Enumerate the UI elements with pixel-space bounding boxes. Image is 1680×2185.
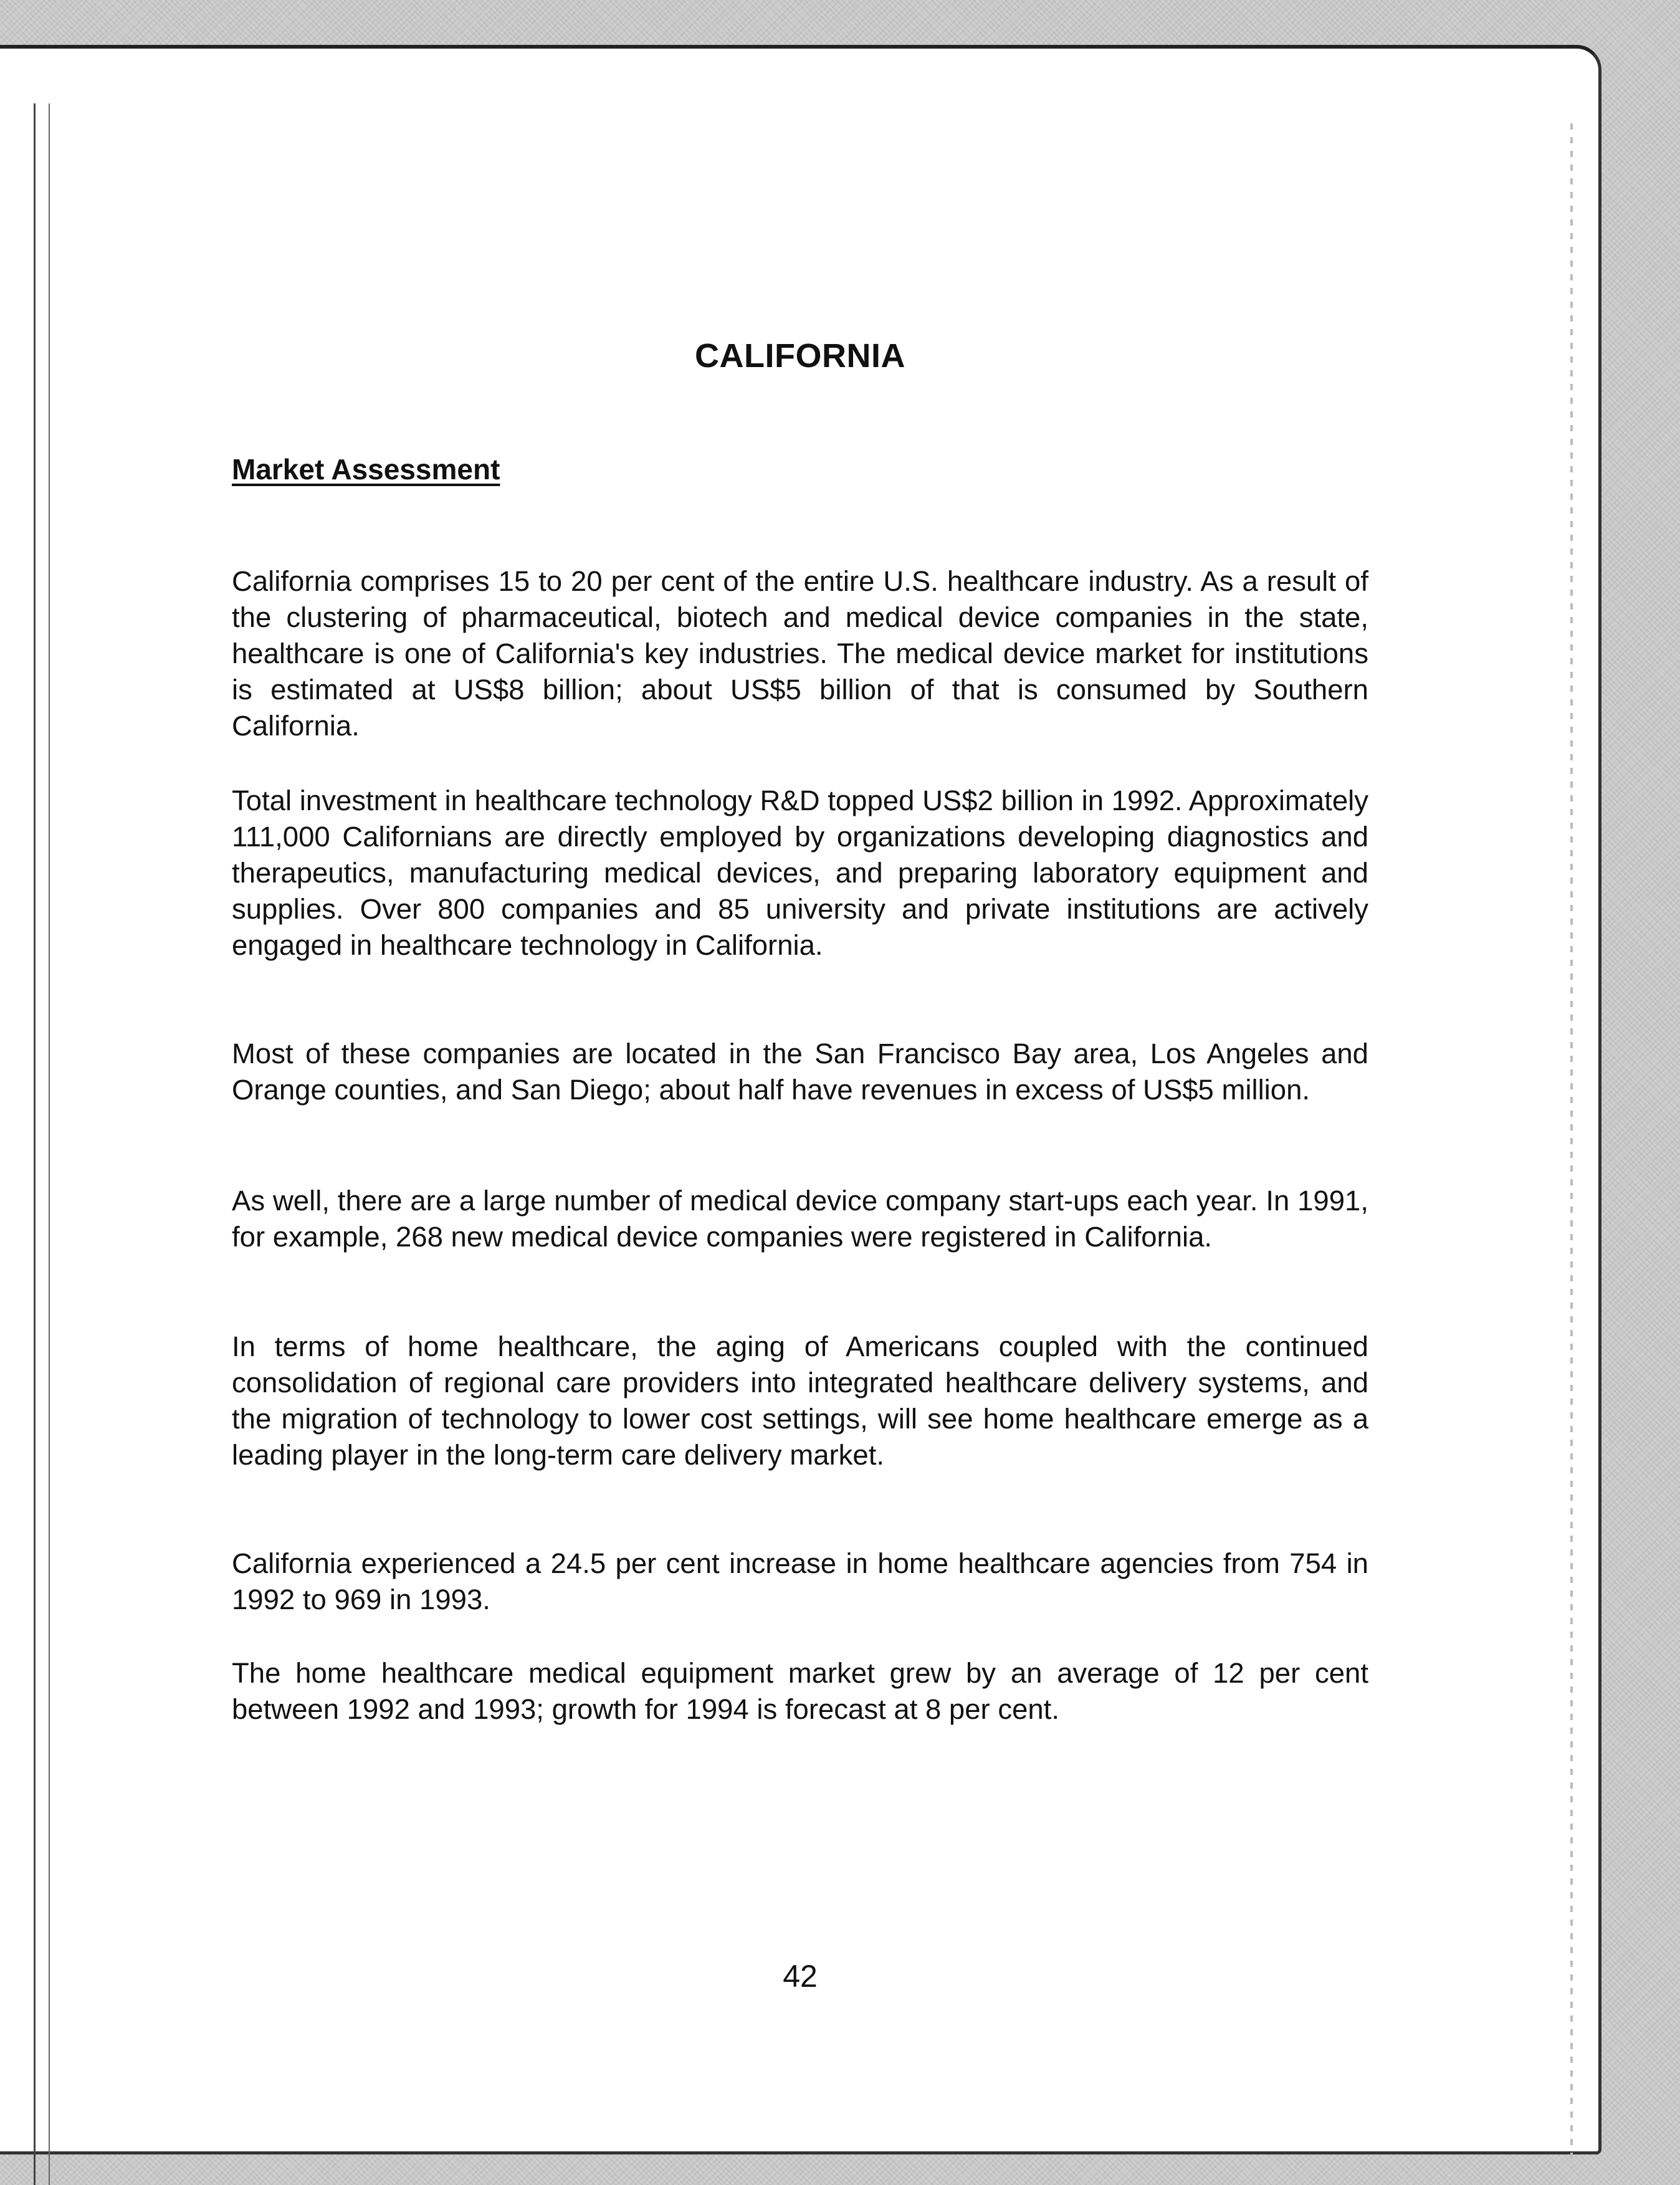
section-heading: Market Assessment bbox=[232, 453, 500, 485]
paragraph-start-ups: As well, there are a large number of medical device company start-ups each year. In 1991, for example, 268 new medical device companies were registered in California. bbox=[232, 1185, 1368, 1253]
page-edge-marks bbox=[1570, 123, 1573, 2168]
paragraph-equipment-market: The home healthcare medical equipment market grew by an average of 12 per cent between 1992 and 1993; growth for 1994 is forecast at 8 per cent. bbox=[232, 1657, 1368, 1725]
paragraph-locations: Most of these companies are located in the San Francisco Bay area, Los Angeles and Orange counties, and San Diego; about half have revenues in excess of US$5 million. bbox=[232, 1038, 1368, 1106]
paragraph-investment: Total investment in healthcare technology R&D topped US$2 billion in 1992. Approximately 111,000 Californians are directly employed by organizations developing diagnostics and therapeutics, manufacturing medical devices, and preparing laboratory equipment and supplies. Over 800 companies and 85 university and private institutions are actively engaged in healthcare technology in California. bbox=[232, 785, 1368, 961]
page-number: 42 bbox=[783, 1959, 818, 1994]
paragraph-market-share: California comprises 15 to 20 per cent of the entire U.S. healthcare industry. As a result of the clustering of pharmaceutical, biotech and medical device companies in the state, healthcare is one of California's key industries. The medical device market for institutions is estimated at US$8 billion; about US$5 billion of that is consumed by Southern California. bbox=[232, 565, 1368, 742]
binder-spine bbox=[34, 103, 50, 2185]
page-title: CALIFORNIA bbox=[695, 337, 905, 375]
paragraph-agencies: California experienced a 24.5 per cent increase in home healthcare agencies from 754 in 1992 to 969 in 1993. bbox=[232, 1547, 1368, 1615]
document-page bbox=[0, 45, 1601, 2154]
paragraph-home-healthcare: In terms of home healthcare, the aging of Americans coupled with the continued consolidation of regional care providers into integrated healthcare delivery systems, and the migration of technology to lower cost settings, will see home healthcare emerge as a leading player in the long-term care delivery market. bbox=[232, 1331, 1368, 1471]
